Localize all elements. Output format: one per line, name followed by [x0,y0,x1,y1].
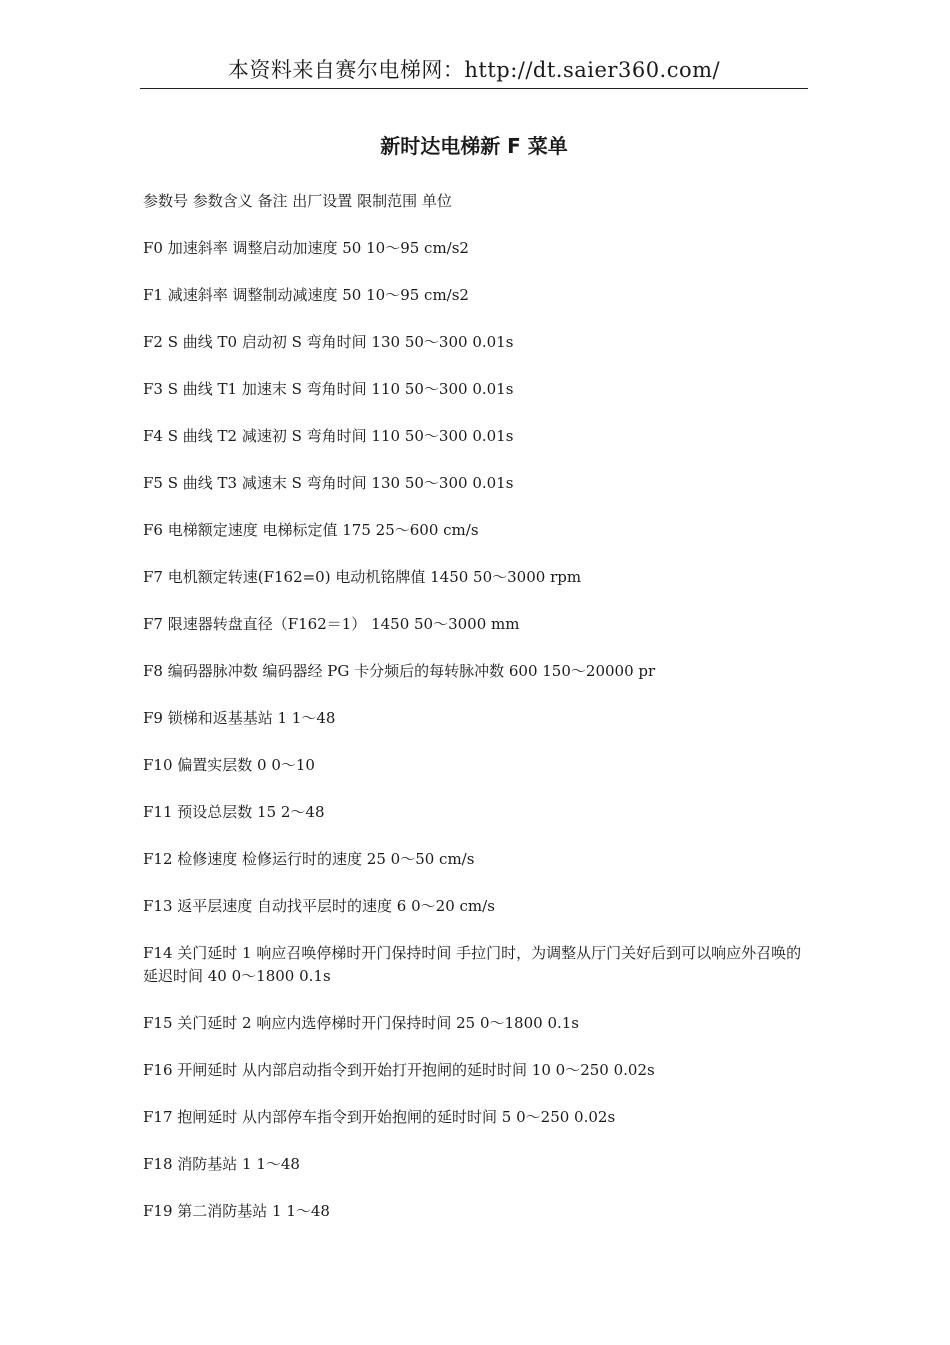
parameter-line-f4: F4 S 曲线 T2 减速初 S 弯角时间 110 50～300 0.01s [143,427,514,445]
parameter-line-f11: F11 预设总层数 15 2～48 [143,803,325,821]
parameter-line-f0: F0 加速斜率 调整启动加速度 50 10～95 cm/s2 [143,239,469,257]
document-title: 新时达电梯新 F 菜单 [380,134,568,158]
parameter-line-f13: F13 返平层速度 自动找平层时的速度 6 0～20 cm/s [143,897,495,915]
parameter-list [143,190,811,1247]
parameter-line-f10: F10 偏置实层数 0 0～10 [143,756,315,774]
parameter-line-f15: F15 关门延时 2 响应内选停梯时开门保持时间 25 0～1800 0.1s [143,1014,580,1032]
parameter-line-f12: F12 检修速度 检修运行时的速度 25 0～50 cm/s [143,850,475,868]
header-divider [140,88,808,89]
parameter-line-f19: F19 第二消防基站 1 1～48 [143,1202,330,1220]
parameter-line-f9: F9 锁梯和返基基站 1 1～48 [143,709,336,727]
parameter-line-f8: F8 编码器脉冲数 编码器经 PG 卡分频后的每转脉冲数 600 150～20000 pr [143,662,656,680]
parameter-line-f3: F3 S 曲线 T1 加速末 S 弯角时间 110 50～300 0.01s [143,380,514,398]
parameter-line-f1: F1 减速斜率 调整制动减速度 50 10～95 cm/s2 [143,286,469,304]
parameter-table-header: 参数号 参数含义 备注 出厂设置 限制范围 单位 [143,192,452,210]
parameter-line-f14: F14 关门延时 1 响应召唤停梯时开门保持时间 手拉门时，为调整从厅门关好后到可以响应外召唤的延迟时间 40 0～1800 0.1s [143,944,802,985]
parameter-line-f18: F18 消防基站 1 1～48 [143,1155,300,1173]
parameter-line-f5: F5 S 曲线 T3 减速末 S 弯角时间 130 50～300 0.01s [143,474,514,492]
parameter-line-f6: F6 电梯额定速度 电梯标定值 175 25～600 cm/s [143,521,479,539]
parameter-line-f16: F16 开闸延时 从内部启动指令到开始打开抱闸的延时时间 10 0～250 0.02s [143,1061,655,1079]
page-header-source: 本资料来自赛尔电梯网：http://dt.saier360.com/ [227,58,721,82]
parameter-line-f2: F2 S 曲线 T0 启动初 S 弯角时间 130 50～300 0.01s [143,333,514,351]
parameter-line-f7-b: F7 限速器转盘直径（F162＝1） 1450 50～3000 mm [143,615,520,633]
parameter-line-f7-a: F7 电机额定转速(F162=0) 电动机铭牌值 1450 50～3000 rpm [143,568,582,586]
parameter-line-f17: F17 抱闸延时 从内部停车指令到开始抱闸的延时时间 5 0～250 0.02s [143,1108,616,1126]
